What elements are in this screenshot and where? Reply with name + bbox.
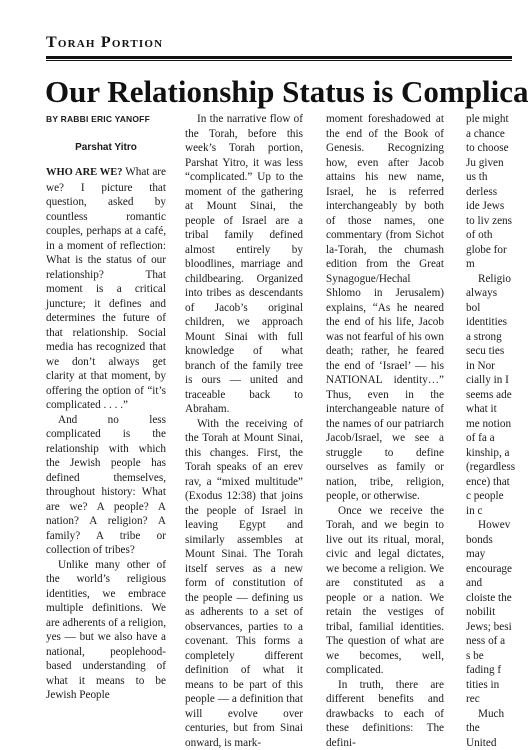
- paragraph: moment foreshadowed at the end of the Book of Genesis. Recognizing how, even after Jacob attains his new name, Israel, he is referred interchangeably by both of those names, one commentary (from Sichot la-Torah, the chumash edition from the Great Synagogue/Hechal Shlomo in Jerusalem) explains, “As he neared the end of his life, Jacob was not fearful of his own death; rather, he feared the end of ‘Israel’ — his NATIONAL identity…” Thus, even in the interchangeable nature of the names of our patriarch Jacob/Israel, we see a struggle to define ourselves as family or nation, tribe, religion, people, or otherwise.: [326, 112, 444, 504]
- paragraph: Howev bonds may encourage and cloiste the nobilit Jews; besi ness of a s be fading f tities in rec: [466, 518, 512, 707]
- paragraph: Much the United: [466, 707, 512, 750]
- paragraph: In the narrative flow of the Torah, before this week’s Torah portion, Parshat Yitro, it was less “complicated.” Up to the moment of the gathering at Mount Sinai, the people of Israel are a tribal family defined almost entirely by bloodlines, marriage and childbearing. Organized into tribes as descendants of Jacob’s original children, we approach Mount Sinai with full knowledge of what branch of the family tree is ours — united and traceable back to Abraham.: [185, 112, 303, 417]
- paragraph: ple might a chance to choose Ju given us th derless ide Jews to liv zens of oth globe for m: [466, 112, 512, 272]
- paragraph-text: What are we? I picture that question, asked by countless romantic couples, perhaps at a café, in a moment of reflection: What is the status of our relationship? That moment is a critical juncture; it defines and determines the future of that relationship. Social media has recognized that we don’t always get clarity at that moment, by offering the option of “it’s complicated . . . .”: [46, 166, 166, 411]
- paragraph: Religio always bol identities a strong secu ties in Nor cially in I seems ade what it me notion of fa a kinship, a (regardless ence) that c people in c: [466, 272, 512, 519]
- heading-rule: [46, 56, 512, 59]
- paragraph: In truth, there are different benefits and drawbacks to each of these definitions: The defini-: [326, 678, 444, 750]
- paragraph: Once we receive the Torah, and we begin to live out its ritual, moral, civic and legal dictates, we become a religion. We are constituted as a people or a nation. We retain the vestiges of tribal, familial identities. The question of what are we becomes, well, complicated.: [326, 504, 444, 678]
- lead-in: WHO ARE WE?: [46, 167, 122, 178]
- paragraph: With the receiving of the Torah at Mount Sinai, this changes. First, the Torah speaks of an erev rav, a “mixed multitude” (Exodus 12:38) that joins the people of Israel in leaving Egypt and similarly assembles at Mount Sinai. The Torah itself serves as a new form of constitution of the people — defining us as adherents to a set of observances, parties to a covenant. This forms a completely different definition of what it means to be part of this people — a definition that will evolve over centuries, but from Sinai onward, is mark-: [185, 417, 303, 750]
- paragraph: And no less complicated is the relationship with which the Jewish people has defined themselves, throughout history: What are we? A people? A nation? A religion? A family? A tribe or collection of tribes?: [46, 413, 166, 558]
- article-column-1: [46, 112, 166, 512]
- article-headline: Our Relationship Status is Complica: [45, 74, 528, 110]
- article-column-2: [185, 112, 303, 512]
- paragraph: [46, 165, 166, 413]
- section-heading: Torah Portion: [46, 34, 163, 52]
- article-column-3: [326, 112, 444, 512]
- parsha-name: Parshat Yitro: [46, 141, 166, 156]
- heading-rule-thin: [46, 60, 512, 61]
- paragraph: Unlike many other of the world’s religious identities, we embrace multiple definitions. We are adherents of a religion, yes — but we also have a national, peoplehood-based understanding of what it means to be Jewish People: [46, 558, 166, 703]
- article-column-4: [466, 112, 512, 512]
- byline: BY RABBI ERIC YANOFF: [46, 112, 166, 127]
